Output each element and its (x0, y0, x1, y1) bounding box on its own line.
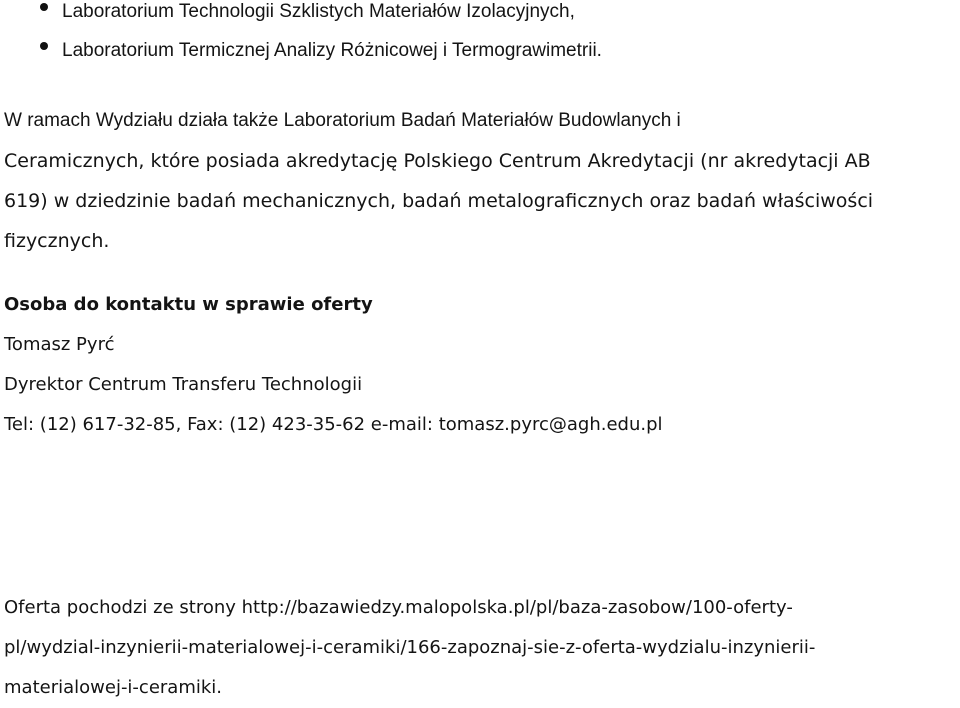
footer-line: Oferta pochodzi ze strony http://bazawiedzy.malopolska.pl/pl/baza-zasobow/100-oferty- (4, 597, 793, 618)
paragraph-line: 619) w dziedzinie badań mechanicznych, badań metalograficznych oraz badań właściwości (4, 190, 874, 212)
footer-line: pl/wydzial-inzynierii-materialowej-i-ceramiki/166-zapoznaj-sie-z-oferta-wydzialu-inzynierii- (4, 637, 816, 658)
contact-name: Tomasz Pyrć (4, 334, 115, 355)
contact-details: Tel: (12) 617-32-85, Fax: (12) 423-35-62 e-mail: tomasz.pyrc@agh.edu.pl (4, 414, 663, 435)
paragraph-line: Ceramicznych, które posiada akredytację Polskiego Centrum Akredytacji (nr akredytacji AB (4, 150, 871, 172)
list-item-text: Laboratorium Technologii Szklistych Materiałów Izolacyjnych, (62, 1, 575, 22)
laboratory-paragraph (4, 101, 959, 261)
bullet-icon (40, 3, 48, 11)
lab-bullet-list (0, 0, 960, 80)
list-item-text: Laboratorium Termicznej Analizy Różnicowej i Termograwimetrii. (62, 40, 602, 61)
list-item (0, 0, 960, 40)
bullet-icon (40, 42, 48, 50)
paragraph-line: fizycznych. (4, 230, 110, 252)
source-footer (4, 588, 959, 708)
footer-line: materialowej-i-ceramiki. (4, 677, 223, 698)
contact-position: Dyrektor Centrum Transferu Technologii (4, 374, 363, 395)
paragraph-line: W ramach Wydziału działa także Laboratorium Badań Materiałów Budowlanych i (4, 110, 681, 131)
contact-heading: Osoba do kontaktu w sprawie oferty (4, 294, 373, 315)
list-item (0, 40, 960, 80)
contact-section (4, 285, 959, 445)
